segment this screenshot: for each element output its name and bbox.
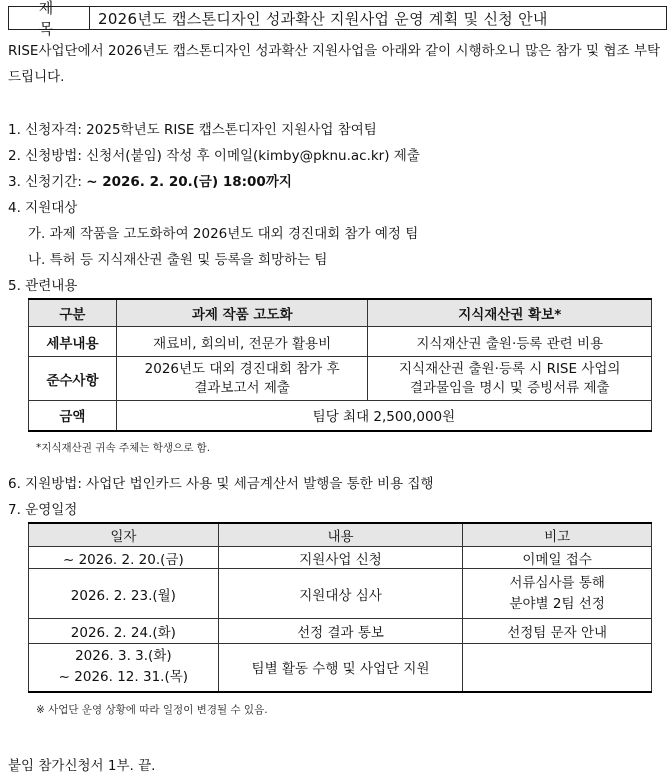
row-header: 준수사항 bbox=[29, 357, 117, 401]
table-cell bbox=[368, 357, 652, 401]
cell-line: 2026. 3. 3.(화) bbox=[75, 648, 172, 665]
item-period-label: 3. 신청기간: bbox=[8, 174, 87, 190]
table-header: 비고 bbox=[463, 523, 652, 547]
table-cell: 선정팀 문자 안내 bbox=[463, 619, 652, 644]
table-row bbox=[29, 547, 652, 569]
intro-paragraph: RISE사업단에서 2026년도 캡스톤디자인 성과확산 지원사업을 아래와 같이 시행하오니 많은 참가 및 협조 부탁드립니다. bbox=[8, 43, 660, 85]
table-cell: ~ 2026. 2. 20.(금) bbox=[29, 547, 219, 569]
table-header: 과제 작품 고도화 bbox=[116, 299, 368, 327]
item-period-value: ~ 2026. 2. 20.(금) 18:00까지 bbox=[86, 174, 292, 190]
table-cell bbox=[463, 644, 652, 692]
document-title-bar bbox=[8, 0, 667, 38]
schedule-table bbox=[28, 522, 652, 693]
item-target: 4. 지원대상 bbox=[8, 200, 78, 216]
table-row bbox=[29, 619, 652, 644]
table-row bbox=[29, 644, 652, 692]
table-header: 내용 bbox=[218, 523, 463, 547]
table-header-row bbox=[29, 299, 652, 327]
cell-line: 2026년도 대외 경진대회 참가 후 bbox=[144, 360, 340, 377]
table-cell: 팀별 활동 수행 및 사업단 지원 bbox=[218, 644, 463, 692]
item-related: 5. 관련내용 bbox=[8, 278, 78, 294]
item-target-b: 나. 특허 등 지식재산권 출원 및 등록을 희망하는 팀 bbox=[28, 252, 328, 268]
table-row bbox=[29, 327, 652, 357]
table-header: 구분 bbox=[29, 299, 117, 327]
table-row bbox=[29, 357, 652, 401]
table-cell bbox=[29, 644, 219, 692]
table-cell: 2026. 2. 24.(화) bbox=[29, 619, 219, 644]
table-cell bbox=[116, 357, 368, 401]
item-target-a: 가. 과제 작품을 고도화하여 2026년도 대외 경진대회 참가 예정 팀 bbox=[28, 226, 419, 242]
table-note: *지식재산권 귀속 주체는 학생으로 함. bbox=[36, 442, 211, 454]
table-cell: 재료비, 회의비, 전문가 활용비 bbox=[116, 327, 368, 357]
row-header: 세부내용 bbox=[29, 327, 117, 357]
table-cell: 지식재산권 출원·등록 관련 비용 bbox=[368, 327, 652, 357]
item-support-method: 6. 지원방법: 사업단 법인카드 사용 및 세금계산서 발행을 통한 비용 집행 bbox=[8, 476, 434, 492]
table-cell: 팀당 최대 2,500,000원 bbox=[116, 401, 651, 431]
related-content-table bbox=[28, 298, 652, 432]
table-header: 일자 bbox=[29, 523, 219, 547]
cell-line: 결과보고서 제출 bbox=[194, 379, 290, 396]
item-eligibility: 1. 신청자격: 2025학년도 RISE 캡스톤디자인 지원사업 참여팀 bbox=[8, 122, 377, 138]
table-row bbox=[29, 569, 652, 619]
table-cell: 2026. 2. 23.(월) bbox=[29, 569, 219, 619]
row-header: 금액 bbox=[29, 401, 117, 431]
table-cell: 선정 결과 통보 bbox=[218, 619, 463, 644]
cell-line: 결과물임을 명시 및 증빙서류 제출 bbox=[409, 379, 610, 396]
table-cell: 이메일 접수 bbox=[463, 547, 652, 569]
cell-line: ~ 2026. 12. 31.(목) bbox=[58, 669, 189, 686]
table-header-row bbox=[29, 523, 652, 547]
table-header: 지식재산권 확보* bbox=[368, 299, 652, 327]
table-cell: 지원사업 신청 bbox=[218, 547, 463, 569]
item-schedule: 7. 운영일정 bbox=[8, 502, 78, 518]
cell-line: 분야별 2팀 선정 bbox=[509, 595, 605, 612]
cell-line: 지식재산권 출원·등록 시 RISE 사업의 bbox=[399, 360, 621, 377]
table-row bbox=[29, 401, 652, 431]
attachment-line: 붙임 참가신청서 1부. 끝. bbox=[8, 758, 156, 774]
cell-line: 서류심사를 통해 bbox=[509, 574, 605, 591]
schedule-note: ※ 사업단 운영 상황에 따라 일정이 변경될 수 있음. bbox=[36, 704, 268, 716]
item-period bbox=[8, 170, 292, 190]
item-method: 2. 신청방법: 신청서(붙임) 작성 후 이메일(kimby@pknu.ac.kr) 제출 bbox=[8, 148, 420, 164]
table-cell: 지원대상 심사 bbox=[218, 569, 463, 619]
title-label: 제 목 bbox=[38, 0, 68, 38]
document-title: 2026년도 캡스톤디자인 성과확산 지원사업 운영 계획 및 신청 안내 bbox=[89, 7, 666, 29]
table-cell bbox=[463, 569, 652, 619]
